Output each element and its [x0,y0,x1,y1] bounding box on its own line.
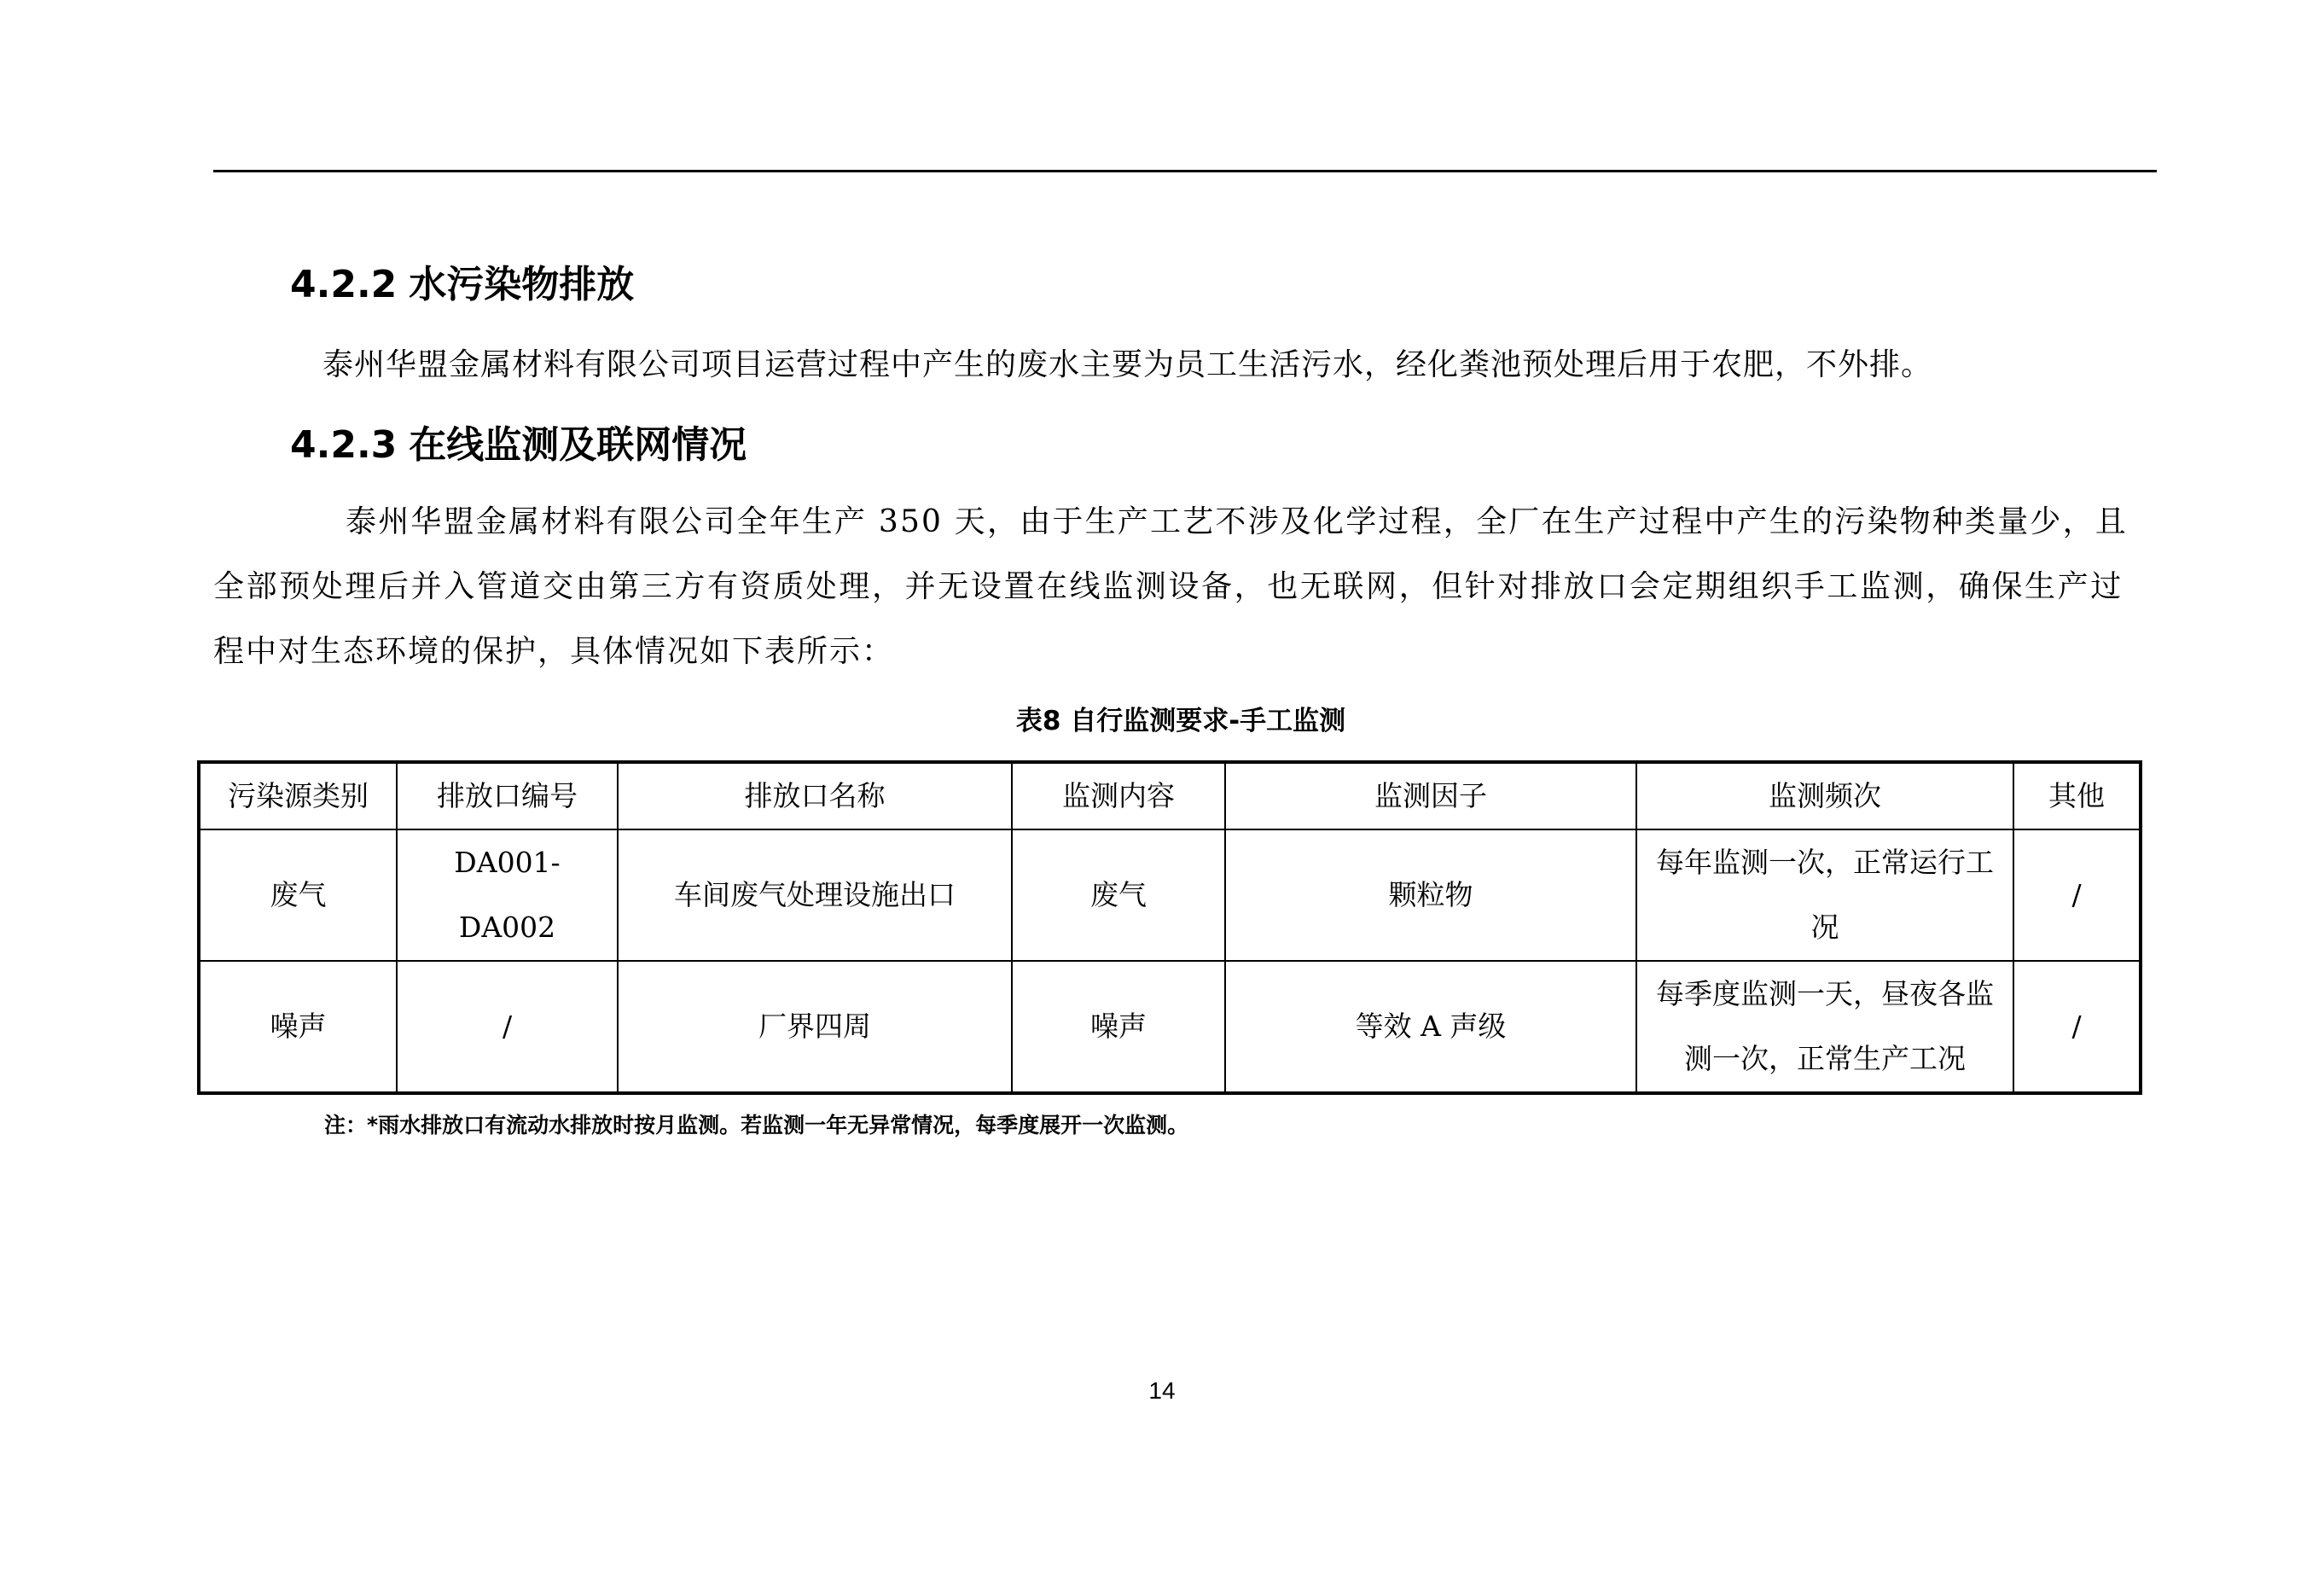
column-header: 污染源类别 [199,762,397,829]
frequency-cell [1636,829,2013,961]
frequency-line: 每年监测一次，正常运行工 [1656,846,1994,879]
frequency-line: 况 [1810,911,1839,944]
table-caption: 表8 自行监测要求-手工监测 [1015,706,1346,736]
column-header: 监测内容 [1012,762,1225,829]
source-cell: 噪声 [199,961,397,1093]
table-header-row [199,762,2141,829]
factor-cell: 颗粒物 [1225,829,1636,961]
section-number: 4.2.3 [290,423,398,467]
section-heading-4-2-3 [290,423,747,467]
section-heading-4-2-2 [290,263,635,306]
outlet-id-cell: DA001-DA002 [397,829,618,961]
content-cell: 噪声 [1012,961,1225,1093]
section-title: 水污染物排放 [409,263,635,306]
frequency-line: 测一次，正常生产工况 [1684,1042,1966,1075]
column-header: 排放口编号 [397,762,618,829]
header-rule [213,170,2157,172]
frequency-cell [1636,961,2013,1093]
monitoring-paragraph-line: 泰州华盟金属材料有限公司全年生产 350 天，由于生产工艺不涉及化学过程，全厂在生产过程中产生的污染物种类量少，且 [346,504,2129,539]
source-cell: 废气 [199,829,397,961]
content-cell: 废气 [1012,829,1225,961]
factor-cell: 等效 A 声级 [1225,961,1636,1093]
table-row [199,829,2141,961]
column-header: 排放口名称 [618,762,1012,829]
frequency-line: 每季度监测一天，昼夜各监 [1656,977,1994,1010]
monitoring-paragraph-line: 全部预处理后并入管道交由第三方有资质处理，并无设置在线监测设备，也无联网，但针对排放口会定期组织手工监测，确保生产过 [213,569,2124,604]
table-note: 注：*雨水排放口有流动水排放时按月监测。若监测一年无异常情况，每季度展开一次监测。 [324,1113,1189,1138]
outlet-name-cell: 车间废气处理设施出口 [618,829,1012,961]
column-header: 监测频次 [1636,762,2013,829]
other-cell: / [2013,829,2141,961]
column-header: 其他 [2013,762,2141,829]
monitoring-table [197,760,2142,1095]
column-header: 监测因子 [1225,762,1636,829]
outlet-name-cell: 厂界四周 [618,961,1012,1093]
other-cell: / [2013,961,2141,1093]
page-number: 14 [1148,1377,1176,1404]
section-number: 4.2.2 [290,263,398,306]
monitoring-paragraph-line: 程中对生态环境的保护，具体情况如下表所示： [213,634,895,669]
table-row [199,961,2141,1093]
section-title: 在线监测及联网情况 [409,423,747,467]
outlet-id-cell: / [397,961,618,1093]
water-pollutant-paragraph: 泰州华盟金属材料有限公司项目运营过程中产生的废水主要为员工生活污水，经化粪池预处理后用于农肥，不外排。 [322,347,1933,382]
